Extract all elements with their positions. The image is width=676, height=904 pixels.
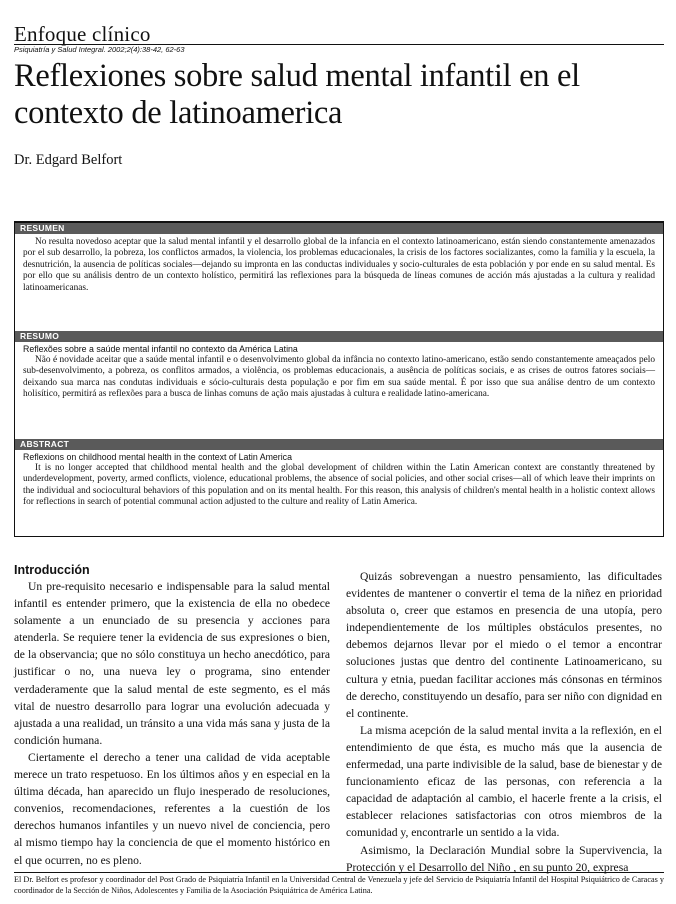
author-footnote: El Dr. Belfort es profesor y coordinador del Post Grado de Psiquiatría Infantil en la Universidad Central de Venezuela y jefe del Servicio de Psiquiatría Infantil del Hospital Psiquiátrico de Caracas y coordinador de la Sección de Niños, Adolescentes y Familia de la Asociación Psiquiátrica de América Latina. <box>14 875 664 895</box>
body-paragraph: Ciertamente el derecho a tener una calidad de vida aceptable merece un trato respetuoso. En los últimos años y en especial en la última década, han aparecido un flujo inesperado de resoluciones, convenios, recomendaciones, referentes a la cuestión de los derechos humanos infantiles y un nuevo nivel de conciencia, pero al mismo tiempo hay la conciencia de que el momento histórico en el que ocurren, no es pleno. <box>14 750 330 867</box>
right-column <box>346 568 662 876</box>
body-paragraph: Un pre-requisito necesario e indispensable para la salud mental infantil es entender primero, que la existencia de ella no obedece solamente a un enunciado de su presencia y acciones para atenderla. Se requiere tener la evidencia de sus expresiones o bien, de la observancia; que no sólo constituya un hecho anecdótico, para justificar o no, una nueva ley o programa, sino entender verdaderamente que la salud mental de este segmento, es el más vital de nuestro desarrollo para lograr una evolución adecuada y ajustada a una realidad, un tránsito a una vida más sana y justa de la condición humana. <box>14 580 330 747</box>
resumen-body: No resulta novedoso aceptar que la salud mental infantil y el desarrollo global de la infancia en el contexto latinoamericano, están siendo constantemente amenazados por el sub desarrollo, la pobreza, los conflictos armados, la violencia, los problemas educacionales, la crisis de los factores socializantes, como la familia y la escuela, la desnutrición, la ausencia de políticas sociales—dejando su impronta en las conductas individuales y socio-culturales de esta población y por ende en su salud mental. Es por ello que su análisis dentro de un contexto holístico, permitirá las reflexiones para la búsqueda de líneas comunes de acción más ajustadas a la cultura y realidad latinoamericanas. <box>23 237 655 293</box>
abstract-body: It is no longer accepted that childhood mental health and the global development of children within the Latin American context are constantly threatened by underdevelopment, poverty, armed conflicts, violence, educational problems, the absence of social policies, and other social crises—all of which leave their imprints on the individual and sociocultural behaviors of this population and on its mental health. For this reason, this analysis of children's mental health in a holistic context allows for reflections in search of potential communal action adjusted to the culture and reality of Latin America. <box>23 463 655 508</box>
resumen-section <box>15 223 663 294</box>
article-author: Dr. Edgard Belfort <box>14 152 123 168</box>
left-column <box>14 562 330 869</box>
resumen-label: RESUMEN <box>15 223 663 234</box>
body-paragraph: La misma acepción de la salud mental invita a la reflexión, en el entendimiento de que ésta, es mucho más que la ausencia de enfermedad, una parte indivisible de la salud, base de bienestar y de funcionamiento eficaz de las personas, con referencia a la capacidad de adaptación al cambio, el hacerle frente a la crisis, el establecer relaciones satisfactorias con otros miembros de la comunidad y, encontrarle un sentido a la vida. <box>346 723 662 840</box>
section-label: Enfoque clínico <box>14 22 151 46</box>
abstract-section <box>15 439 663 509</box>
journal-citation: Psiquiatría y Salud Integral. 2002;2(4):38-42, 62-63 <box>14 45 185 54</box>
article-title: Reflexiones sobre salud mental infantil en el contexto de latinoamerica <box>14 58 580 131</box>
intro-heading: Introducción <box>14 563 90 577</box>
abstract-subtitle: Reflexions on childhood mental health in the context of Latin America <box>23 452 292 462</box>
resumo-body: Não é novidade aceitar que a saúde mental infantil e o desenvolvimento global da infância no contexto latino-americano, estão sendo constantemente ameaçados pelo sub-desenvolvimento, a pobreza, os conflitos armados, a violência, os problemas educacionais, a ausência de políticas sociais, e as crises de outros fatores sociais—deixando sua marca nas condutas individuais e sócio-culturais desta população e por fim em sua saúde mental. É por isso que sua análise dentro de um contexto holisítico, permitirá as reflexões para a busca de linhas comuns de ação mais ajustadas à cultura e realidade latino-americana. <box>23 355 655 400</box>
abstract-label: ABSTRACT <box>15 439 663 450</box>
footer-rule <box>14 872 664 873</box>
resumo-subtitle: Reflexões sobre a saúde mental infantil no contexto da América Latina <box>23 344 298 354</box>
resumo-section <box>15 331 663 401</box>
body-paragraph: Quizás sobrevengan a nuestro pensamiento, las dificultades evidentes de mantener o convertir el tema de la niñez en prioridad absoluta o, creer que estamos en presencia de una utopía, pero independientemente de los múltiples obstáculos presentes, no debemos dejarnos llevar por el miedo o el temor a encontrar soluciones justas que dentro del continente Latinoamericano, su cultura y etnia, puedan facilitar acciones más cónsonas en términos de derecho, constituyendo un desafío, para ser niño con dignidad en el continente. <box>346 570 662 720</box>
body-paragraph: Asimismo, la Declaración Mundial sobre la Supervivencia, la Protección y el Desarrollo del Niño , en su punto 20, expresa <box>346 843 662 874</box>
resumo-label: RESUMO <box>15 331 663 342</box>
abstract-box <box>14 221 664 537</box>
